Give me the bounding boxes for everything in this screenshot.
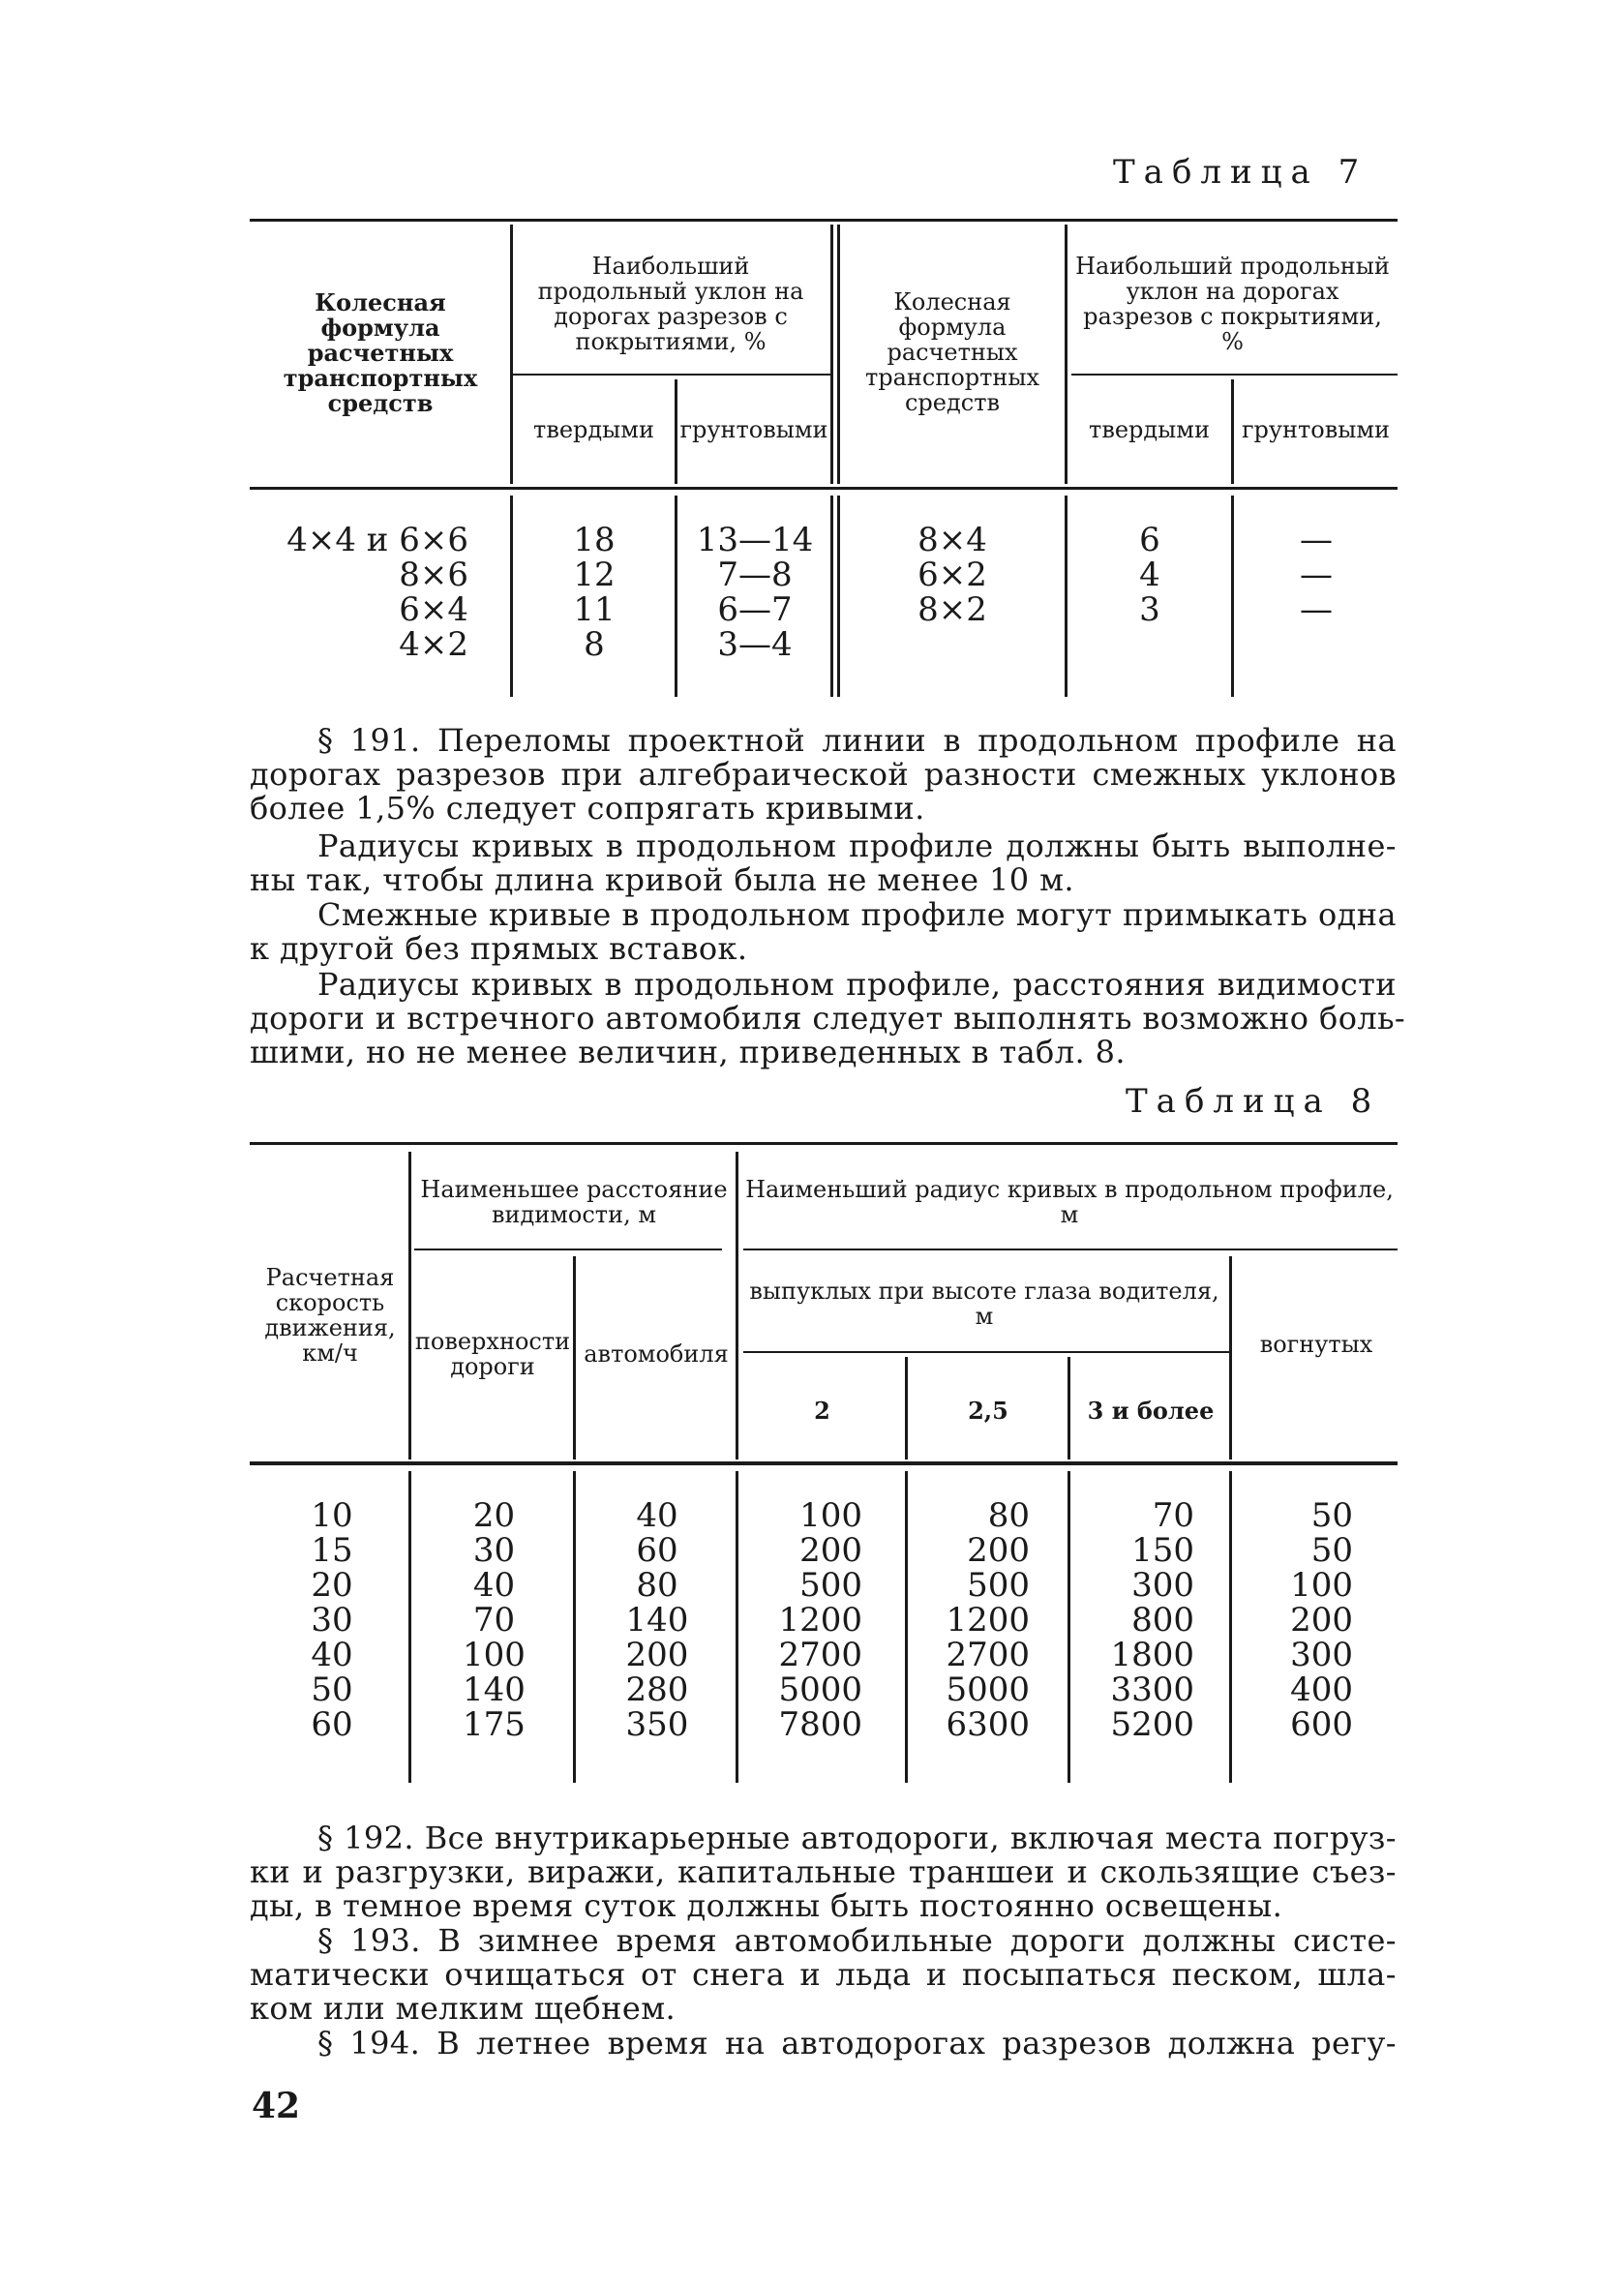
table-cell: 300 (1290, 1636, 1353, 1674)
text-line: ны так, чтобы длина кривой была не менее 10 м. (250, 861, 1074, 898)
table7-col-hard-right (1068, 523, 1232, 627)
table7-vline-double (830, 225, 833, 484)
table-cell: 3300 (1110, 1670, 1194, 1709)
table7-vline (1231, 379, 1234, 484)
table-cell: 350 (625, 1705, 689, 1744)
table-cell: 2700 (778, 1636, 862, 1674)
table8-subheader-rule (414, 1249, 722, 1250)
table-cell: 500 (967, 1566, 1030, 1605)
table7-vline (1065, 225, 1068, 484)
table-cell: 8×6 (399, 556, 468, 594)
table8-header-h3: 3 и более (1087, 1396, 1215, 1425)
text-line: § 193. В зимнее время автомобильные дороги должны систе- (317, 1922, 1397, 1959)
table-cell: 1200 (946, 1601, 1030, 1640)
table-cell: 6×2 (917, 556, 987, 594)
table-cell: 15 (311, 1531, 353, 1570)
table-cell: 60 (636, 1531, 678, 1570)
text-line: матически очищаться от снега и льда и посыпаться песком, шла- (250, 1956, 1397, 1993)
text-line: § 192. Все внутрикарьерные автодороги, включая места погруз- (317, 1820, 1397, 1856)
table8-subheader-rule (743, 1249, 1398, 1250)
table-cell: 40 (636, 1496, 678, 1535)
table-cell: 4×2 (399, 625, 468, 664)
table-cell: 6 (1139, 521, 1160, 559)
text-line: Радиусы кривых в продольном профиле, расстояния видимости (317, 966, 1397, 1003)
table7-header-hard-right: твердыми (1089, 416, 1210, 444)
text-line: ки и разгрузки, виражи, капитальные траншеи и скользящие съез- (250, 1853, 1397, 1890)
table8-vline (905, 1357, 908, 1459)
table-cell: 50 (311, 1670, 353, 1709)
table-cell: 40 (311, 1636, 353, 1674)
text-line: шими, но не менее величин, приведенных в табл. 8. (250, 1034, 1126, 1070)
text-line: дорогах разрезов при алгебраической разности смежных уклонов (250, 756, 1397, 793)
table-cell: 80 (636, 1566, 678, 1605)
table-cell: 40 (472, 1566, 516, 1605)
table-cell: 30 (311, 1601, 353, 1640)
table8-col-h3 (1073, 1498, 1194, 1742)
table-cell: 20 (311, 1566, 353, 1605)
paragraph-194 (250, 2027, 1397, 2061)
table7-col-formula-left (254, 523, 468, 662)
table7-col-soil-left (677, 523, 832, 662)
table7-header-formula-left: Колесная формула расчетных транспортных средств (283, 288, 478, 417)
table-cell: 18 (573, 521, 616, 559)
table-cell: 280 (625, 1670, 689, 1709)
table-cell: 200 (967, 1531, 1030, 1570)
table8-header-h2: 2 (814, 1396, 830, 1425)
text-line: § 194. В летнее время на автодорогах разрезов должна регу- (317, 2025, 1397, 2061)
table-cell: 3 (1139, 590, 1160, 629)
table8-header-visibility: Наименьшее расстояние видимости, м (420, 1175, 728, 1228)
page-number: 42 (252, 2086, 301, 2126)
table7-col-soil-right (1234, 523, 1398, 627)
paragraph-radius (250, 829, 1397, 897)
paragraph-192 (250, 1821, 1397, 1923)
table8-caption: Таблица 8 (1126, 1082, 1381, 1121)
table7-header-formula-right: Колесная формула расчетных транспортных средств (864, 288, 1040, 416)
table8-vline (736, 1152, 738, 1459)
table-cell: 500 (799, 1566, 862, 1605)
text-line: ком или мелким щебнем. (250, 1990, 677, 2027)
table8-col-h25 (911, 1498, 1030, 1742)
table8-vline (1229, 1256, 1232, 1459)
table-cell: 8×2 (917, 590, 987, 629)
table8-header-h25: 2,5 (968, 1396, 1008, 1425)
table7-caption: Таблица 7 (1113, 153, 1368, 192)
table-cell: 70 (1152, 1496, 1194, 1535)
table7-header-slope-right: Наибольший продольный уклон на дорогах разрезов с покрытиями, % (1075, 253, 1390, 355)
table8-header-convex: выпуклых при высоте глаза водителя, м (749, 1277, 1219, 1330)
table8-header-rule (250, 1461, 1398, 1465)
table7-col-hard-left (513, 523, 676, 662)
table8-vline (905, 1471, 908, 1783)
table8-col-concave (1235, 1498, 1353, 1742)
table-cell: 80 (987, 1496, 1030, 1535)
table7-subheader-rule-left (513, 374, 830, 376)
table8-vline (408, 1471, 411, 1783)
table-cell: 400 (1290, 1670, 1353, 1709)
table-cell: 10 (311, 1496, 353, 1535)
table-cell: — (1300, 521, 1333, 559)
table-cell: 50 (1310, 1531, 1353, 1570)
table8-vline (573, 1256, 576, 1459)
table8-vline (1068, 1471, 1070, 1783)
table-cell: 800 (1131, 1601, 1194, 1640)
table7-vline (510, 225, 513, 484)
table8-header-surface: поверхности дороги (414, 1328, 571, 1380)
table-cell: 13—14 (696, 521, 814, 559)
table-cell: 6300 (946, 1705, 1030, 1744)
table-cell: 200 (799, 1531, 862, 1570)
table-cell: 20 (472, 1496, 516, 1535)
table7-col-formula-right (840, 523, 1065, 627)
text-line: дороги и встречного автомобиля следует выполнять возможно боль- (250, 1000, 1406, 1037)
table7-top-rule (250, 219, 1398, 222)
table8-header-car: автомобиля (584, 1340, 729, 1369)
table-cell: 600 (1290, 1705, 1353, 1744)
table8-col-speed (259, 1498, 405, 1742)
table8-col-surface (414, 1498, 574, 1742)
text-line: § 191. Переломы проектной линии в продольном профиле на (317, 722, 1397, 759)
table7-header-rule (250, 487, 1398, 490)
table7-vline-double (837, 225, 840, 484)
table8-vline (408, 1152, 411, 1459)
table-cell: 7800 (778, 1705, 862, 1744)
table-cell: 200 (1290, 1601, 1353, 1640)
table8-header-concave: вогнутых (1259, 1331, 1373, 1359)
table8-vline (736, 1471, 738, 1783)
table-cell: 100 (1290, 1566, 1353, 1605)
paragraph-visibility (250, 966, 1406, 1070)
table8-header-speed: Расчетная скорость движения, км/ч (264, 1264, 396, 1367)
table7-header-soil-right: грунтовыми (1241, 416, 1391, 444)
paragraph-193 (250, 1924, 1397, 2026)
table-cell: 70 (472, 1601, 516, 1640)
table-cell: 2700 (946, 1636, 1030, 1674)
text-line: к другой без прямых вставок. (250, 930, 748, 967)
table-cell: 100 (463, 1636, 526, 1674)
table-cell: 8 (584, 625, 605, 664)
table7-vline (675, 379, 677, 484)
table8-top-rule (250, 1142, 1398, 1145)
text-line: более 1,5% следует сопрягать кривыми. (250, 790, 925, 827)
table-cell: 100 (799, 1496, 862, 1535)
table-cell: 1800 (1110, 1636, 1194, 1674)
table8-header-radius: Наименьший радиус кривых в продольном профиле, м (745, 1175, 1394, 1228)
text-line: Радиусы кривых в продольном профиле должны быть выполне- (317, 828, 1397, 864)
table-cell: 140 (463, 1670, 526, 1709)
table8-col-car (579, 1498, 736, 1742)
paragraph-adjacent (250, 898, 1397, 966)
table-cell: 150 (1131, 1531, 1194, 1570)
table-cell: 200 (625, 1636, 689, 1674)
table-cell: 11 (573, 590, 616, 629)
table-cell: 175 (463, 1705, 526, 1744)
table-cell: 4 (1139, 556, 1160, 594)
table-cell: 1200 (778, 1601, 862, 1640)
paragraph-191 (250, 724, 1397, 826)
table-cell: — (1300, 590, 1333, 629)
text-line: Смежные кривые в продольном профиле могут примыкать одна (317, 896, 1397, 933)
table-cell: 4×4 и 6×6 (286, 521, 468, 559)
table-cell: 5200 (1110, 1705, 1194, 1744)
table-cell: 12 (573, 556, 616, 594)
table-cell: 300 (1131, 1566, 1194, 1605)
table7-subheader-rule-right (1071, 374, 1398, 376)
text-line: ды, в темное время суток должны быть постоянно освещены. (250, 1887, 1283, 1924)
table-cell: 50 (1310, 1496, 1353, 1535)
table8-vline (1229, 1471, 1232, 1783)
table8-col-h2 (741, 1498, 862, 1742)
table-cell: 5000 (778, 1670, 862, 1709)
table-cell: 3—4 (717, 625, 793, 664)
table7-header-soil-left: грунтовыми (679, 416, 828, 444)
table-cell: 8×4 (917, 521, 987, 559)
table-cell: 140 (625, 1601, 689, 1640)
table7-header-hard-left: твердыми (533, 416, 654, 444)
table-cell: — (1300, 556, 1333, 594)
table-cell: 60 (311, 1705, 353, 1744)
table7-header-slope-left: Наибольший продольный уклон на дорогах разрезов с покрытиями, % (537, 253, 804, 355)
table-cell: 30 (472, 1531, 516, 1570)
table-cell: 7—8 (717, 556, 793, 594)
table-cell: 6—7 (717, 590, 793, 629)
table-cell: 6×4 (399, 590, 468, 629)
table8-subheader-rule (743, 1351, 1229, 1353)
table8-vline (1068, 1357, 1070, 1459)
table-cell: 5000 (946, 1670, 1030, 1709)
